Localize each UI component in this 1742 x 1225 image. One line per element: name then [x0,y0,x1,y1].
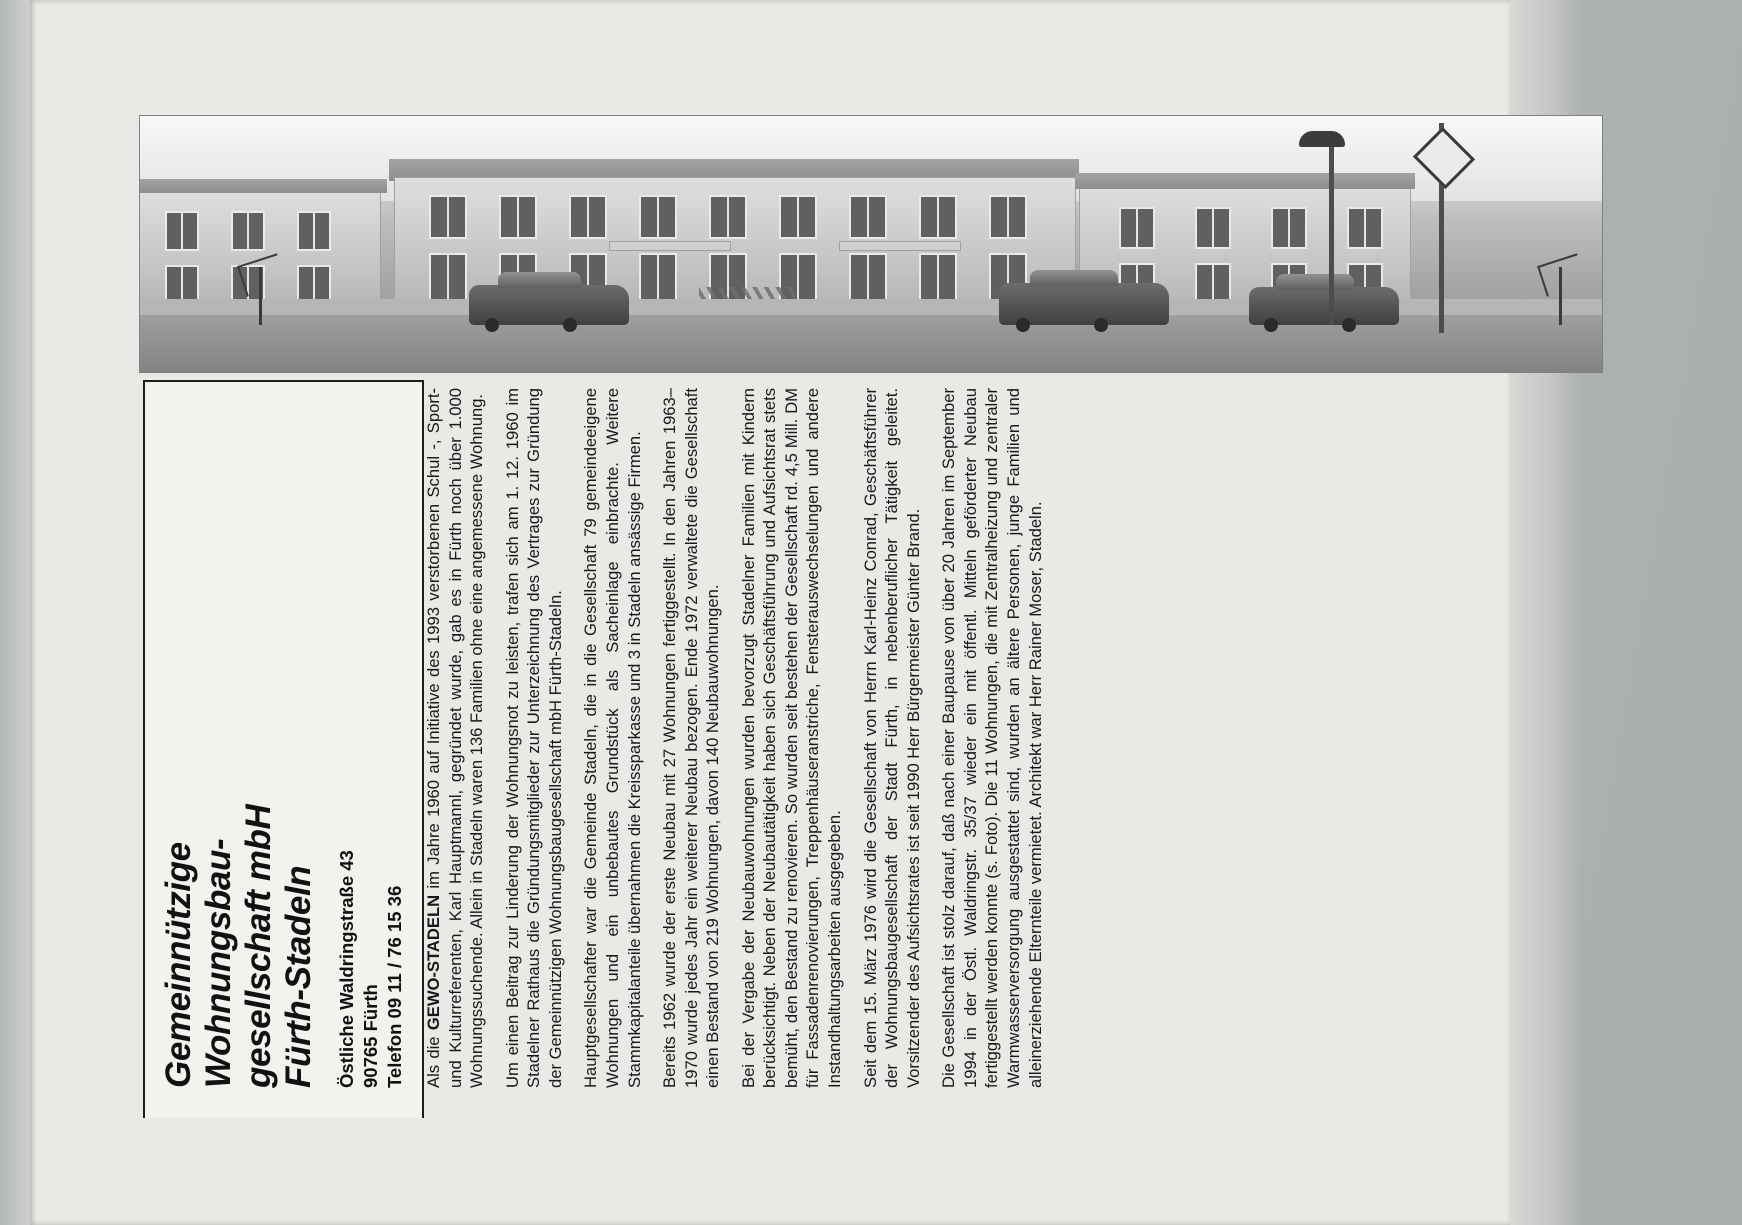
photo-tree [1559,267,1562,325]
photo-window [1347,207,1383,249]
photo-window [919,253,957,301]
page-left-margin [0,0,32,1225]
address-street: Östliche Waldringstraße 43 [335,849,357,1088]
paragraph-6: Seit dem 15. März 1976 wird die Gesellschaft von Herrn Karl-Heinz Conrad, Geschäftsführer der Wohnungsbaugesellschaft der Stadt Fürth, in nebenberuflicher Tätigkeit geleitet. Vorsitzender des Aufsichtsrates ist seit 1990 Herr Bürgermeister Günter Brand. [860,387,923,1088]
photo-window [919,195,957,239]
paragraph-1: Als die GEWO-STADELN im Jahre 1960 auf Initiative des 1993 verstorbenen Schul -, Sport- und Kulturreferenten, Karl Hauptmannl, gegründet wurde, gab es in Fürth noch über 1.000 Wohnungssuchende. Allein in Stadeln waren 136 Familien ohne eine angemessene Wohnung. [424,387,487,1088]
paragraph-5: Bei der Vergabe der Neubauwohnungen wurden bevorzugt Stadelner Familien mit Kindern berücksichtigt. Neben der Neubautätigkeit haben sich Geschäftsführung und Aufsichtsrat stets bemüht, den Bestand zu renovieren. So wurden seit bestehen der Gesellschaft rd. 4,5 Mill. DM für Fassadenrenovierungen, Treppenhäuseranstriche, Fensterauswechselungen und andere Instandhaltungsarbeiten ausgegeben. [738,387,844,1088]
photo-window [499,195,537,239]
photo-balcony [839,241,961,251]
photo-street-lamp-head [1299,131,1345,147]
photo-roof-left [139,179,387,193]
photo-roof-right [1075,173,1415,189]
photo-window [1195,207,1231,249]
company-name-line-2: Wohnungsbau- [198,838,238,1088]
photo-window [989,195,1027,239]
photo-window [849,195,887,239]
photo-parked-car [469,285,629,325]
company-name [159,400,319,1088]
photo-window [165,211,199,251]
photo-window [297,211,331,251]
company-name-line-4: Fürth-Stadeln [278,865,318,1088]
address-phone: Telefon 09 11 / 76 15 36 [384,885,406,1088]
photo-balcony [609,241,731,251]
photo-window [429,253,467,301]
address-city: 90765 Fürth [359,983,381,1088]
company-name-line-1: Gemeinnützige [159,841,198,1088]
company-address [335,400,408,1088]
photo-window [849,253,887,301]
photo-window [429,195,467,239]
paragraph-4: Bereits 1962 wurde der erste Neubau mit 27 Wohnungen fertiggestellt. In den Jahren 1963–1970 wurde jedes Jahr ein weiterer Neubau bezogen. Ende 1972 verwaltete die Gesellschaft einen Bestand von 219 Wohnungen, davon 140 Neubauwohnungen. [660,387,723,1088]
company-name-line-3: gesellschaft mbH [238,804,278,1088]
photo-parked-car [999,283,1169,325]
paragraph-2: Um einen Beitrag zur Linderung der Wohnungsnot zu leisten, trafen sich am 1. 12. 1960 im Stadelner Rathaus die Gründungsmitglieder zur Unterzeichnung des Vertrages zur Gründung der Gemeinnützigen Wohnungsbaugesellschaft mbH Fürth-Stadeln. [502,387,565,1088]
photo-window [231,211,265,251]
photo-window [639,195,677,239]
photo-window [639,253,677,301]
paragraph-3: Hauptgesellschafter war die Gemeinde Stadeln, die in die Gesellschaft 79 gemeindeeigene Wohnungen und ein unbebautes Grundstück als Sacheinlage einbrachte. Weitere Stammkapitalanteile übernahmen die Kreissparkasse und 3 in Stadeln ansässige Firmen. [581,387,644,1088]
photo-window [1119,207,1155,249]
photo-window [569,195,607,239]
photo-window [779,195,817,239]
photo-street-lamp-post [1329,135,1334,325]
photo-window [709,195,747,239]
photo-scene [139,115,1603,373]
paragraph-7: Die Gesellschaft ist stolz darauf, daß nach einer Baupause von über 20 Jahren im September 1994 in der Östl. Waldringstr. 35/37 wieder ein mit öffentl. Mitteln geförderter Neubau fertiggestellt werden konnte (s. Foto). Die 11 Wohnungen, die mit Zentralheizung und zentraler Warmwasserversorgung ausgestattet sind, wurden an ältere Personen, junge Familien und alleinerziehende Elternteile vermietet. Architekt war Herr Rainer Moser, Stadeln. [939,387,1045,1088]
article-body [423,388,1060,1088]
letterhead-block [143,380,424,1118]
building-photograph [139,115,1603,373]
photo-parked-car [1249,287,1399,325]
photo-tree [259,267,262,325]
photo-window [1271,207,1307,249]
page-content-rotated [131,108,1611,1118]
